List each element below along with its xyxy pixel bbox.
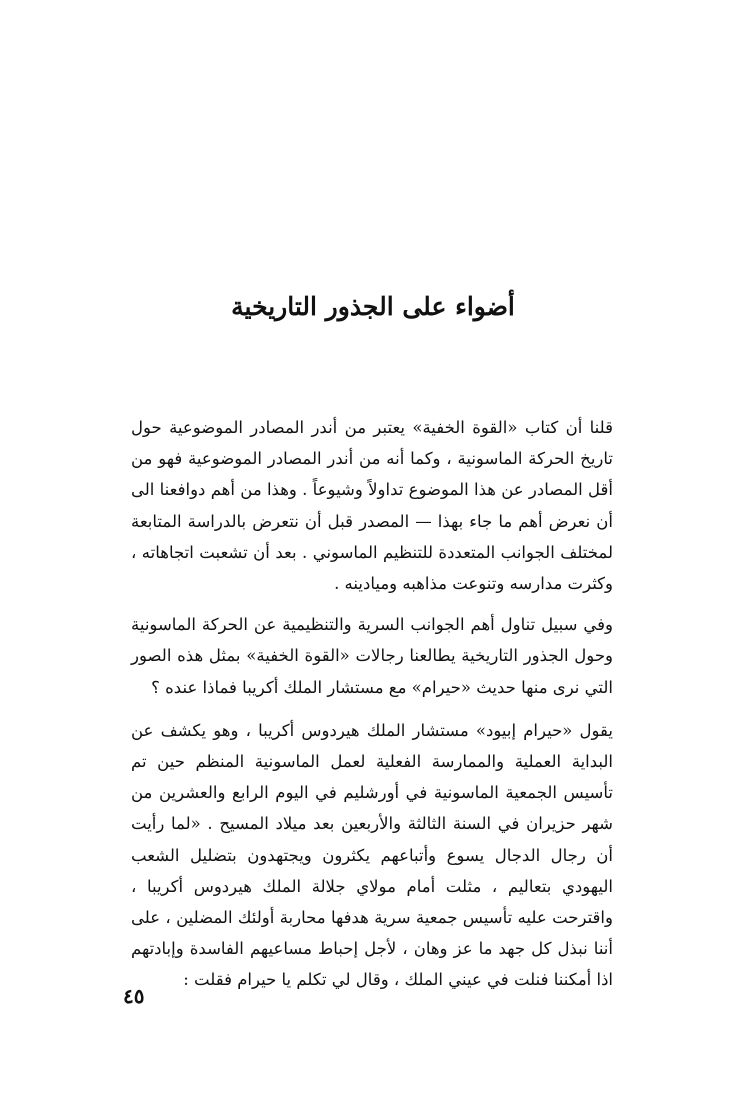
paragraph-2: وفي سبيل تناول أهم الجوانب السرية والتنظيمية عن الحركة الماسونية وحول الجذور التاريخية يطالعنا رجالات «القوة الخفية» بمثل هذه الصور التي نرى منها حديث «حيرام» مع مستشار الملك أكريبا فماذا عنده ؟: [131, 615, 613, 697]
body-text: [131, 412, 613, 996]
paragraph-1: قلنا أن كتاب «القوة الخفية» يعتبر من أندر المصادر الموضوعية حول تاريخ الحركة الماسونية ، وكما أنه من أندر المصادر الموضوعية فهو من أقل المصادر عن هذا الموضوع تداولاً وشيوعاً . وهذا من أهم دوافعنا الى أن نعرض أهم ما جاء بهذا — المصدر قبل أن نتعرض بالدراسة المتابعة لمختلف الجوانب المتعددة للتنظيم الماسوني . بعد أن تشعبت اتجاهاته ، وكثرت مدارسه وتنوعت مذاهبه وميادينه .: [131, 418, 613, 594]
page-number: ٤٥: [123, 984, 145, 1008]
paragraph-3: يقول «حيرام إبيود» مستشار الملك هيردوس أكريبا ، وهو يكشف عن البداية العملية والممارسة الفعلية لعمل الماسونية المنظم حين تم تأسيس الجمعية الماسونية في أورشليم في اليوم الرابع والعشرين من شهر حزيران في السنة الثالثة والأربعين بعد ميلاد المسيح . «لما رأيت أن رجال الدجال يسوع وأتباعهم يكثرون ويجتهدون بتضليل الشعب اليهودي بتعاليم ، مثلت أمام مولاي جلالة الملك هيردوس أكريبا ، واقترحت عليه تأسيس جمعية سرية هدفها محاربة أولئك المضلين ، على أننا نبذل كل جهد ما عز وهان ، لأجل إحباط مساعيهم الفاسدة وإبادتهم اذا أمكننا فنلت في عيني الملك ، وقال لي تكلم يا حيرام فقلت :: [131, 720, 613, 990]
chapter-title: أضواء على الجذور التاريخية: [231, 291, 515, 321]
